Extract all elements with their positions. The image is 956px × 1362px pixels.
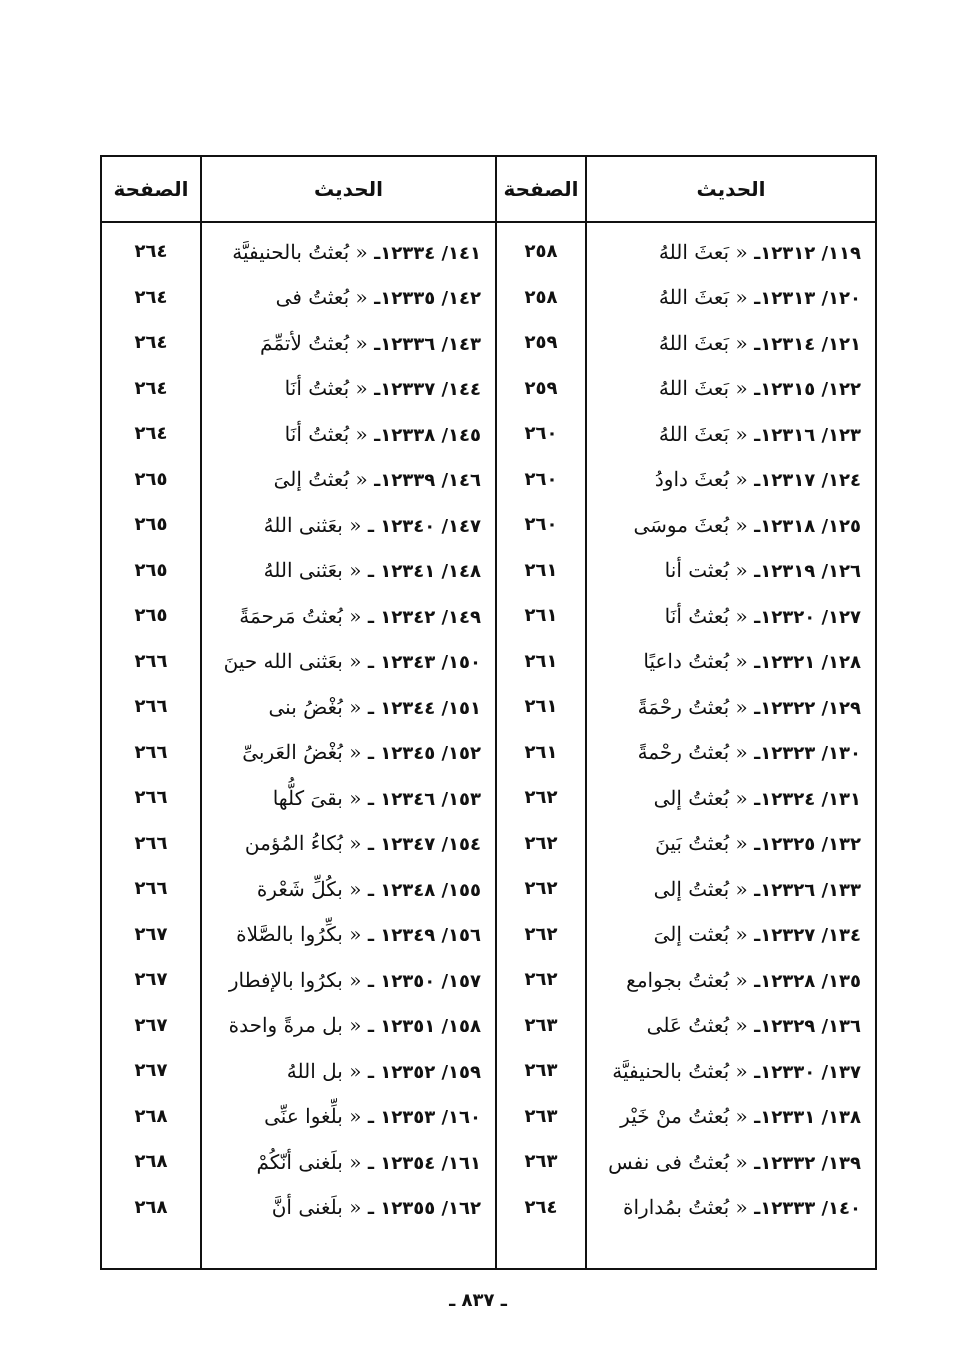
hadith-number: ١٣١/ ١٢٣٢٤ـ — [754, 788, 861, 810]
page-ref: ٢٦١ — [524, 696, 558, 718]
left-page-cell — [101, 639, 201, 685]
table-row — [101, 457, 876, 503]
hadith-number: ١٢١/ ١٢٣١٤ـ — [754, 333, 861, 355]
table-row — [101, 684, 876, 730]
hadith-number: ١٦١/ ١٢٣٥٤ ـ — [367, 1152, 481, 1174]
table-row — [101, 320, 876, 366]
page-ref: ٢٦٤ — [524, 1196, 558, 1218]
page-ref: ٢٦٣ — [524, 1105, 558, 1127]
left-page-cell — [101, 1003, 201, 1049]
table-row — [101, 548, 876, 594]
hadith-text: « بُعثَ موسَى — [633, 512, 748, 537]
hadith-number: ١٥٨/ ١٢٣٥١ ـ — [367, 1016, 481, 1038]
left-hadith-cell — [201, 1139, 496, 1185]
empty-cell — [201, 1230, 496, 1269]
table-row — [101, 775, 876, 821]
header-left-hadith: الحديث — [201, 156, 496, 222]
hadith-number: ١٥٣/ ١٢٣٤٦ ـ — [367, 788, 481, 810]
hadith-number: ١٤٧/ ١٢٣٤٠ ـ — [367, 515, 481, 537]
left-hadith-cell — [201, 366, 496, 412]
hadith-text: « بُكاءُ المُؤمن — [244, 831, 362, 856]
page-ref: ٢٦٣ — [524, 1151, 558, 1173]
hadith-number: ١٢٣/ ١٢٣١٦ـ — [754, 424, 861, 446]
hadith-text: « بعَثنى اللهُ — [263, 512, 362, 537]
hadith-number: ١٦٠/ ١٢٣٥٣ ـ — [367, 1107, 481, 1129]
right-page-cell — [496, 548, 586, 594]
page-ref: ٢٦٤ — [134, 241, 168, 263]
hadith-number: ١٢٥/ ١٢٣١٨ـ — [754, 515, 861, 537]
right-hadith-cell — [586, 502, 876, 548]
hadith-number: ١٥٩/ ١٢٣٥٢ ـ — [367, 1061, 481, 1083]
right-page-cell — [496, 866, 586, 912]
left-page-cell — [101, 957, 201, 1003]
hadith-text: « بُغْضُ العَربىِّ — [242, 740, 362, 765]
page-ref: ٢٦٦ — [134, 832, 168, 854]
header-left-page: الصفحة — [101, 156, 201, 222]
hadith-text: « بُعثتُ بَينَ — [655, 831, 748, 856]
page-ref: ٢٦٠ — [524, 423, 558, 445]
table-row — [101, 366, 876, 412]
hadith-text: « بُعثتُ فى نفس — [608, 1149, 748, 1174]
right-page-cell — [496, 1139, 586, 1185]
page-ref: ٢٦٣ — [524, 1060, 558, 1082]
hadith-text: « بُعثتُ بجوامع — [626, 967, 748, 992]
hadith-number: ١٢٧/ ١٢٣٢٠ـ — [754, 606, 861, 628]
left-hadith-cell — [201, 1185, 496, 1231]
page-ref: ٢٦٧ — [134, 1060, 168, 1082]
right-page-cell — [496, 1094, 586, 1140]
page-ref: ٢٥٨ — [524, 241, 558, 263]
left-page-cell — [101, 320, 201, 366]
hadith-number: ١٢٩/ ١٢٣٢٢ـ — [754, 697, 861, 719]
table-row — [101, 1139, 876, 1185]
right-hadith-cell — [586, 957, 876, 1003]
hadith-text: « بَعثَ اللهُ — [658, 239, 748, 264]
right-hadith-cell — [586, 866, 876, 912]
page-ref: ٢٦٢ — [524, 969, 558, 991]
hadith-number: ١٤٨/ ١٢٣٤١ ـ — [367, 561, 481, 583]
right-page-cell — [496, 502, 586, 548]
left-hadith-cell — [201, 502, 496, 548]
hadith-number: ١٥٢/ ١٢٣٤٥ ـ — [367, 743, 481, 765]
right-hadith-cell — [586, 1003, 876, 1049]
right-hadith-cell — [586, 222, 876, 275]
page-ref: ٢٦٧ — [134, 1014, 168, 1036]
table-row — [101, 1185, 876, 1231]
right-page-cell — [496, 1048, 586, 1094]
page-ref: ٢٦٥ — [134, 559, 168, 581]
page-ref: ٢٦٥ — [134, 514, 168, 536]
left-page-cell — [101, 502, 201, 548]
page-ref: ٢٦٤ — [134, 332, 168, 354]
empty-cell — [586, 1230, 876, 1269]
table-row — [101, 222, 876, 275]
hadith-number: ١٣٨/ ١٢٣٣١ـ — [754, 1107, 861, 1129]
hadith-number: ١٥٠/ ١٢٣٤٣ ـ — [367, 652, 481, 674]
table-row — [101, 593, 876, 639]
left-page-cell — [101, 821, 201, 867]
page-ref: ٢٦٧ — [134, 923, 168, 945]
page-ref: ٢٦٢ — [524, 878, 558, 900]
left-page-cell — [101, 1185, 201, 1231]
table-row — [101, 957, 876, 1003]
right-hadith-cell — [586, 639, 876, 685]
page-ref: ٢٦٦ — [134, 696, 168, 718]
page-ref: ٢٦٥ — [134, 605, 168, 627]
hadith-text: « بُعثت أنا — [664, 558, 748, 583]
left-page-cell — [101, 684, 201, 730]
page-ref: ٢٦٢ — [524, 832, 558, 854]
hadith-text: « بُعثتُ إلى — [653, 785, 748, 810]
page-ref: ٢٦٤ — [134, 286, 168, 308]
hadith-text: « بُعثتُ مَرحمَةً — [239, 603, 362, 628]
right-hadith-cell — [586, 821, 876, 867]
page-ref: ٢٦٦ — [134, 650, 168, 672]
empty-cell — [101, 1230, 201, 1269]
table-row — [101, 821, 876, 867]
header-right-hadith: الحديث — [586, 156, 876, 222]
page-ref: ٢٦٠ — [524, 514, 558, 536]
right-page-cell — [496, 593, 586, 639]
page-number: ـ ٨٣٧ ـ — [449, 1290, 507, 1311]
left-page-cell — [101, 411, 201, 457]
right-page-cell — [496, 275, 586, 321]
hadith-text: « بقىَ كلُّها — [272, 785, 362, 810]
right-hadith-cell — [586, 593, 876, 639]
left-hadith-cell — [201, 821, 496, 867]
right-page-cell — [496, 912, 586, 958]
left-page-cell — [101, 730, 201, 776]
table-row — [101, 1048, 876, 1094]
right-page-cell — [496, 1185, 586, 1231]
right-hadith-cell — [586, 684, 876, 730]
hadith-text: « بُعثتُ داعيًا — [643, 649, 748, 674]
left-page-cell — [101, 548, 201, 594]
page-ref: ٢٥٩ — [524, 377, 558, 399]
right-page-cell — [496, 639, 586, 685]
left-page-cell — [101, 1139, 201, 1185]
header-right-page: الصفحة — [496, 156, 586, 222]
table-row — [101, 1094, 876, 1140]
left-hadith-cell — [201, 1048, 496, 1094]
left-page-cell — [101, 1048, 201, 1094]
page-ref: ٢٦٦ — [134, 787, 168, 809]
hadith-number: ١٥٧/ ١٢٣٥٠ ـ — [367, 970, 481, 992]
hadith-number: ١٢٤/ ١٢٣١٧ـ — [754, 470, 861, 492]
hadith-text: « بلَغنى أنَّ — [271, 1195, 362, 1220]
page-ref: ٢٦٨ — [134, 1105, 168, 1127]
right-hadith-cell — [586, 411, 876, 457]
hadith-text: « بُعثتُ رحْمةً — [637, 740, 748, 765]
hadith-number: ١٣٧/ ١٢٣٣٠ـ — [754, 1061, 861, 1083]
left-page-cell — [101, 775, 201, 821]
hadith-text: « بعَثنى اللهُ — [263, 558, 362, 583]
page-ref: ٢٦٨ — [134, 1196, 168, 1218]
hadith-number: ١٤٣/ ١٢٣٣٦ـ — [374, 333, 481, 355]
hadith-text: « بُعثتُ أنَا — [284, 421, 368, 446]
left-hadith-cell — [201, 1094, 496, 1140]
right-hadith-cell — [586, 366, 876, 412]
hadith-text: « بُعثَ داودُ — [654, 467, 748, 492]
hadith-text: « بُعثتُ بمُداراة — [623, 1195, 748, 1220]
hadith-text: « بَعثَ اللهُ — [658, 376, 748, 401]
left-hadith-cell — [201, 457, 496, 503]
page-ref: ٢٦٠ — [524, 468, 558, 490]
hadith-number: ١٤٠/ ١٢٣٣٣ـ — [754, 1198, 861, 1220]
left-hadith-cell — [201, 1003, 496, 1049]
left-hadith-cell — [201, 275, 496, 321]
hadith-text: « بكِّرُوا بالصَّلاة — [236, 922, 362, 947]
page-ref: ٢٦٢ — [524, 923, 558, 945]
left-hadith-cell — [201, 957, 496, 1003]
hadith-number: ١٤٩/ ١٢٣٤٢ ـ — [367, 606, 481, 628]
hadith-text: « بُعثتُ بالحنيفيَّة — [232, 239, 368, 264]
page-ref: ٢٦١ — [524, 741, 558, 763]
right-hadith-cell — [586, 730, 876, 776]
hadith-text: « بُعثتُ بالحنيفيَّة — [612, 1058, 748, 1083]
hadith-text: « بُعثتُ أنَا — [664, 603, 748, 628]
page-ref: ٢٦٢ — [524, 787, 558, 809]
hadith-number: ١٥٤/ ١٢٣٤٧ ـ — [367, 834, 481, 856]
empty-cell — [496, 1230, 586, 1269]
hadith-text: « بعَثنى الله حينَ — [223, 649, 362, 674]
page-ref: ٢٦٣ — [524, 1014, 558, 1036]
right-hadith-cell — [586, 548, 876, 594]
hadith-number: ١٤١/ ١٢٣٣٤ـ — [374, 242, 481, 264]
left-hadith-cell — [201, 320, 496, 366]
right-page-cell — [496, 366, 586, 412]
hadith-text: « بكرُوا بالإفطار — [228, 967, 362, 992]
hadith-number: ١٣٩/ ١٢٣٣٢ـ — [754, 1152, 861, 1174]
hadith-text: « بُعثتُ إلىَ — [273, 467, 368, 492]
hadith-text: « بُعثتُ رحْمَةً — [637, 694, 748, 719]
right-page-cell — [496, 320, 586, 366]
hadith-number: ١٤٢/ ١٢٣٣٥ـ — [374, 288, 481, 310]
left-hadith-cell — [201, 639, 496, 685]
left-hadith-cell — [201, 775, 496, 821]
right-hadith-cell — [586, 1048, 876, 1094]
hadith-text: « بَعثَ اللهُ — [658, 421, 748, 446]
right-page-cell — [496, 821, 586, 867]
left-page-cell — [101, 912, 201, 958]
table-row — [101, 912, 876, 958]
hadith-number: ١٦٢/ ١٢٣٥٥ ـ — [367, 1198, 481, 1220]
hadith-text: « بكُلِّ شَعْرة — [256, 876, 362, 901]
left-hadith-cell — [201, 730, 496, 776]
table-spacer-row — [101, 1230, 876, 1269]
hadith-number: ١٤٦/ ١٢٣٣٩ـ — [374, 470, 481, 492]
right-page-cell — [496, 222, 586, 275]
hadith-text: « بُعثتُ فى — [275, 285, 368, 310]
hadith-number: ١٤٥/ ١٢٣٣٨ـ — [374, 424, 481, 446]
hadith-number: ١٢٠/ ١٢٣١٣ـ — [754, 288, 861, 310]
left-hadith-cell — [201, 866, 496, 912]
left-page-cell — [101, 275, 201, 321]
hadith-number: ١٣٥/ ١٢٣٢٨ـ — [754, 970, 861, 992]
left-page-cell — [101, 866, 201, 912]
page-ref: ٢٦٤ — [134, 423, 168, 445]
hadith-text: « بَعثَ اللهُ — [658, 285, 748, 310]
right-hadith-cell — [586, 275, 876, 321]
hadith-text: « بُعثتُ إلى — [653, 876, 748, 901]
hadith-text: « بل اللهُ — [286, 1058, 362, 1083]
left-page-cell — [101, 222, 201, 275]
right-hadith-cell — [586, 457, 876, 503]
right-hadith-cell — [586, 775, 876, 821]
hadith-number: ١٥٦/ ١٢٣٤٩ ـ — [367, 925, 481, 947]
table-row — [101, 1003, 876, 1049]
hadith-text: « بل مرةً واحدة — [228, 1013, 362, 1038]
table-row — [101, 275, 876, 321]
right-page-cell — [496, 957, 586, 1003]
table-row — [101, 502, 876, 548]
page-ref: ٢٥٨ — [524, 286, 558, 308]
page-ref: ٢٦٦ — [134, 878, 168, 900]
left-hadith-cell — [201, 684, 496, 730]
table-row — [101, 639, 876, 685]
page-ref: ٢٦٦ — [134, 741, 168, 763]
hadith-number: ١١٩/ ١٢٣١٢ـ — [754, 242, 861, 264]
hadith-text: « بُعثتُ لأتمِّمَ — [260, 330, 368, 355]
page-ref: ٢٦٧ — [134, 969, 168, 991]
hadith-index-table — [100, 155, 877, 1270]
left-page-cell — [101, 366, 201, 412]
hadith-number: ١٢٢/ ١٢٣١٥ـ — [754, 379, 861, 401]
hadith-number: ١٣٣/ ١٢٣٢٦ـ — [754, 879, 861, 901]
table-row — [101, 411, 876, 457]
left-page-cell — [101, 593, 201, 639]
right-hadith-cell — [586, 1094, 876, 1140]
left-page-cell — [101, 1094, 201, 1140]
page-ref: ٢٦١ — [524, 605, 558, 627]
hadith-number: ١٣٤/ ١٢٣٢٧ـ — [754, 925, 861, 947]
page-ref: ٢٦٥ — [134, 468, 168, 490]
left-hadith-cell — [201, 411, 496, 457]
table-row — [101, 866, 876, 912]
hadith-number: ١٥١/ ١٢٣٤٤ ـ — [367, 697, 481, 719]
page-ref: ٢٦٤ — [134, 377, 168, 399]
hadith-number: ١٣٠/ ١٢٣٢٣ـ — [754, 743, 861, 765]
left-hadith-cell — [201, 548, 496, 594]
hadith-number: ١٤٤/ ١٢٣٣٧ـ — [374, 379, 481, 401]
right-page-cell — [496, 730, 586, 776]
left-hadith-cell — [201, 222, 496, 275]
right-page-cell — [496, 684, 586, 730]
right-hadith-cell — [586, 912, 876, 958]
hadith-text: « بُغْضُ بنى — [268, 694, 362, 719]
hadith-text: « بَعثَ اللهُ — [658, 330, 748, 355]
hadith-number: ١٣٦/ ١٢٣٢٩ـ — [754, 1016, 861, 1038]
hadith-number: ١٢٨/ ١٢٣٢١ـ — [754, 652, 861, 674]
hadith-text: « بُعثتُ عَلى — [646, 1013, 748, 1038]
left-hadith-cell — [201, 912, 496, 958]
hadith-text: « بلِّغوا عنِّى — [264, 1104, 362, 1129]
hadith-text: « بلَغنى أنّكُمْ — [256, 1149, 362, 1174]
left-hadith-cell — [201, 593, 496, 639]
page-ref: ٢٦٨ — [134, 1151, 168, 1173]
hadith-text: « بُعثتُ منْ خَيْر — [620, 1104, 748, 1129]
right-page-cell — [496, 1003, 586, 1049]
left-page-cell — [101, 457, 201, 503]
right-hadith-cell — [586, 320, 876, 366]
hadith-text: « بُعثت إلىَ — [653, 922, 748, 947]
hadith-number: ١٢٦/ ١٢٣١٩ـ — [754, 561, 861, 583]
right-page-cell — [496, 457, 586, 503]
right-hadith-cell — [586, 1139, 876, 1185]
hadith-text: « بُعثتُ أنَا — [284, 376, 368, 401]
page-ref: ٢٥٩ — [524, 332, 558, 354]
right-page-cell — [496, 411, 586, 457]
table-header-row — [101, 156, 876, 222]
hadith-number: ١٣٢/ ١٢٣٢٥ـ — [754, 834, 861, 856]
hadith-number: ١٥٥/ ١٢٣٤٨ ـ — [367, 879, 481, 901]
page-ref: ٢٦١ — [524, 559, 558, 581]
right-page-cell — [496, 775, 586, 821]
right-hadith-cell — [586, 1185, 876, 1231]
page-ref: ٢٦١ — [524, 650, 558, 672]
table-row — [101, 730, 876, 776]
